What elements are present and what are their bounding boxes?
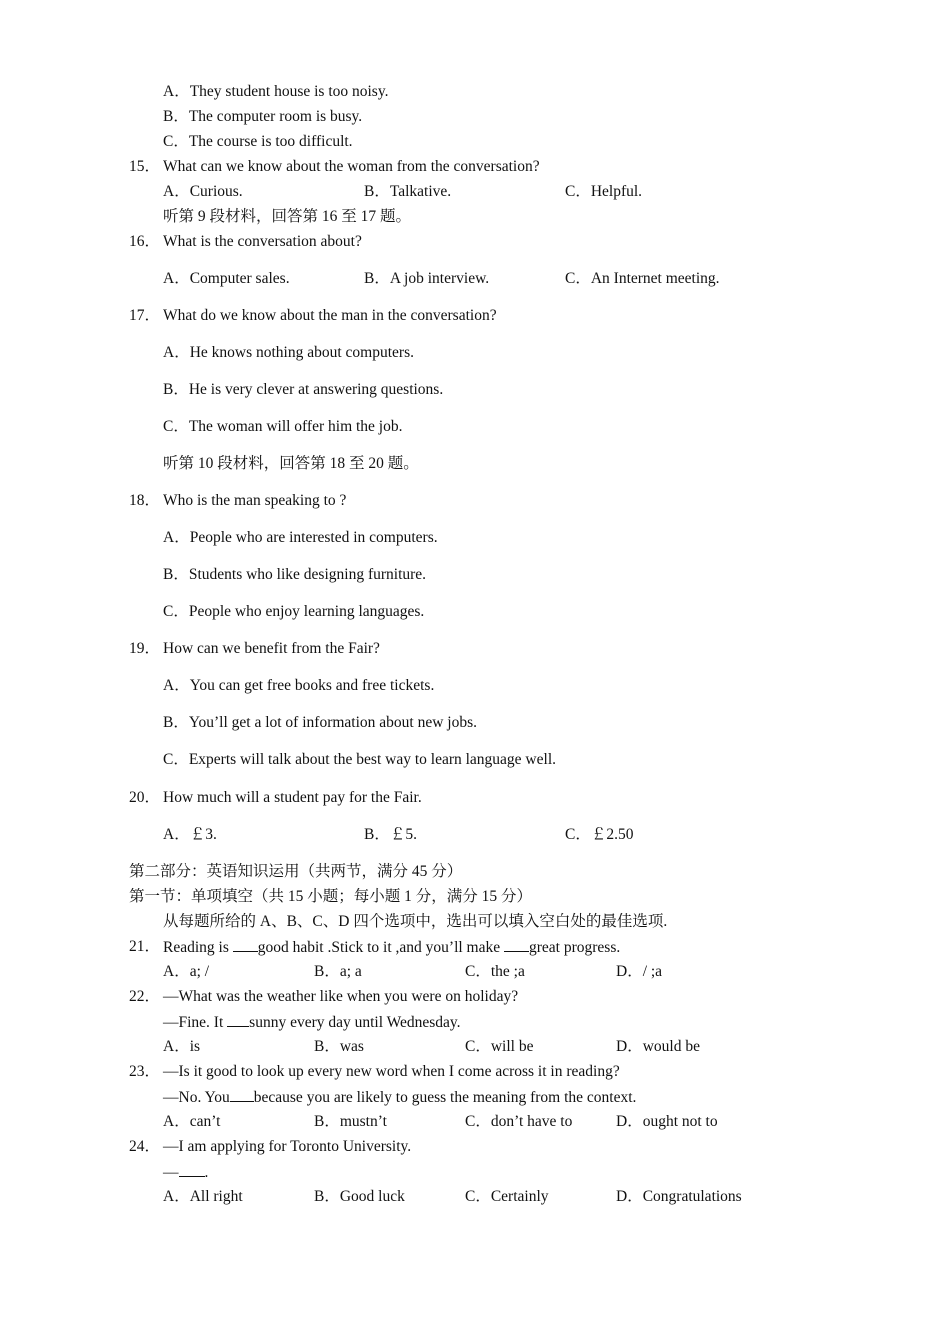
part-2-heading: 第二部分：英语知识运用（共两节，满分 45 分）	[129, 863, 463, 880]
q21-number: 21．	[129, 938, 161, 955]
q16-question: What is the conversation about?	[163, 233, 362, 250]
q24-option-a: A．All right	[163, 1188, 243, 1205]
q24-line-2	[163, 1162, 208, 1183]
q21-option-b: B．a; a	[314, 963, 362, 980]
q20-option-b: B．￡5.	[364, 826, 417, 843]
q19-option-a: A．You can get free books and free tickets.	[163, 677, 435, 694]
q23-blank	[230, 1087, 254, 1102]
q22-option-c: C．will be	[465, 1038, 534, 1055]
q23-option-c: C．don’t have to	[465, 1113, 573, 1130]
q21-option-c: C．the ;a	[465, 963, 525, 980]
q24-text-2: .	[204, 1164, 209, 1181]
q17-option-b: B．He is very clever at answering questions.	[163, 381, 444, 398]
q19-option-c: C．Experts will talk about the best way to learn language well.	[163, 751, 556, 768]
q18-option-a: A．People who are interested in computers.	[163, 529, 438, 546]
q22-text-1: —Fine. It	[163, 1014, 228, 1031]
q15-option-c: C．Helpful.	[565, 183, 643, 200]
q18-option-c: C．People who enjoy learning languages.	[163, 603, 425, 620]
q18-question: Who is the man speaking to ?	[163, 492, 347, 509]
q24-text-1: —	[163, 1164, 179, 1181]
q22-line-1: —What was the weather like when you were on holiday?	[163, 988, 519, 1005]
q21-text-2: good habit .Stick to it ,and you’ll make	[257, 939, 504, 956]
q16-option-a: A．Computer sales.	[163, 270, 290, 287]
q16-option-b: B．A job interview.	[364, 270, 490, 287]
q21-option-d: D．/ ;a	[616, 963, 663, 980]
section-1-heading: 第一节：单项填空（共 15 小题；每小题 1 分，满分 15 分）	[129, 888, 533, 905]
q19-number: 19．	[129, 640, 161, 657]
q17-option-a: A．He knows nothing about computers.	[163, 344, 414, 361]
q24-line-1: —I am applying for Toronto University.	[163, 1138, 412, 1155]
q15-question: What can we know about the woman from the conversation?	[163, 158, 540, 175]
q22-blank	[227, 1012, 249, 1027]
q21-text-1: Reading is	[163, 939, 233, 956]
section-9-instruction: 听第 9 段材料，回答第 16 至 17 题。	[163, 208, 412, 225]
q20-option-c: C．￡2.50	[565, 826, 634, 843]
q19-option-b: B．You’ll get a lot of information about new jobs.	[163, 714, 477, 731]
q19-question: How can we benefit from the Fair?	[163, 640, 380, 657]
q22-option-a: A．is	[163, 1038, 201, 1055]
q23-option-d: D．ought not to	[616, 1113, 718, 1130]
q14-option-a: A．They student house is too noisy.	[163, 83, 389, 100]
q24-option-d: D．Congratulations	[616, 1188, 742, 1205]
q23-option-b: B．mustn’t	[314, 1113, 387, 1130]
q14-option-c: C．The course is too difficult.	[163, 133, 353, 150]
q23-option-a: A．can’t	[163, 1113, 221, 1130]
q22-text-2: sunny every day until Wednesday.	[249, 1014, 461, 1031]
q21-option-a: A．a; /	[163, 963, 210, 980]
q23-text-2: because you are likely to guess the meaning from the context.	[253, 1089, 637, 1106]
q22-line-2	[163, 1012, 461, 1033]
q16-number: 16．	[129, 233, 161, 250]
q17-option-c: C．The woman will offer him the job.	[163, 418, 403, 435]
q20-number: 20．	[129, 789, 161, 806]
q20-question: How much will a student pay for the Fair.	[163, 789, 422, 806]
q23-number: 23．	[129, 1063, 161, 1080]
q17-number: 17．	[129, 307, 161, 324]
q23-text-1: —No. You	[163, 1089, 230, 1106]
q21-text-3: great progress.	[529, 939, 621, 956]
q15-option-b: B．Talkative.	[364, 183, 452, 200]
q24-number: 24．	[129, 1138, 161, 1155]
q16-option-c: C．An Internet meeting.	[565, 270, 720, 287]
q23-line-2	[163, 1087, 636, 1108]
q15-option-a: A．Curious.	[163, 183, 243, 200]
q21-question	[163, 937, 620, 958]
q23-line-1: —Is it good to look up every new word when I come across it in reading?	[163, 1063, 620, 1080]
q24-option-b: B．Good luck	[314, 1188, 405, 1205]
q14-option-b: B．The computer room is busy.	[163, 108, 363, 125]
q22-number: 22．	[129, 988, 161, 1005]
q22-option-b: B．was	[314, 1038, 364, 1055]
q24-option-c: C．Certainly	[465, 1188, 549, 1205]
q21-blank-2	[504, 937, 529, 952]
section-1-instructions: 从每题所给的 A、B、C、D 四个选项中，选出可以填入空白处的最佳选项.	[163, 913, 668, 930]
q24-blank	[179, 1162, 205, 1177]
q22-option-d: D．would be	[616, 1038, 700, 1055]
q18-option-b: B．Students who like designing furniture.	[163, 566, 427, 583]
q20-option-a: A．￡3.	[163, 826, 217, 843]
q18-number: 18．	[129, 492, 161, 509]
q15-number: 15．	[129, 158, 161, 175]
q21-blank-1	[233, 937, 258, 952]
q17-question: What do we know about the man in the conversation?	[163, 307, 497, 324]
section-10-instruction: 听第 10 段材料，回答第 18 至 20 题。	[163, 455, 419, 472]
